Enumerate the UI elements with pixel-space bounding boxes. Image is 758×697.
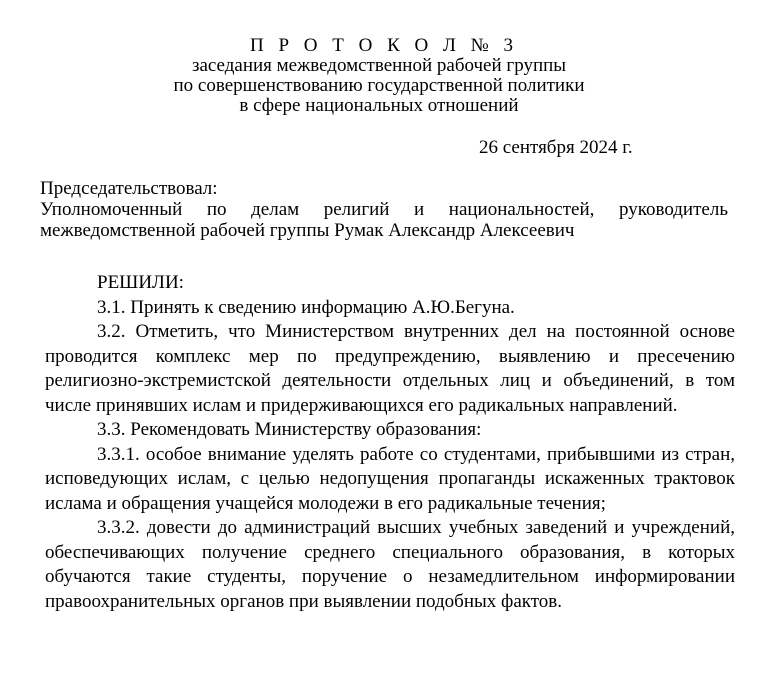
decision-item-3-3-1: 3.3.1. особое внимание уделять работе со студентами, прибывшими из стран, исповедующих ислам, с целью недопущения пропаганды искаженных трактовок ислама и обращения учащейся молодежи в его радикальные течения;	[45, 443, 735, 514]
protocol-heading: П Р О Т О К О Л № 3	[250, 35, 518, 56]
decision-item-3-3-2: 3.3.2. довести до администраций высших учебных заведений и учреждений, обеспечивающих получение среднего специального образования, в которых обучаются такие студенты, поручение о незамедлительном информировании правоохранительных органов при выявлении подобных фактов.	[45, 517, 735, 612]
protocol-subtitle-line-3: в сфере национальных отношений	[239, 95, 519, 116]
chair-label: Председательствовал:	[40, 178, 218, 199]
chair-line-1: Уполномоченный по делам религий и национальностей, руководитель	[40, 199, 728, 220]
chairperson-block	[40, 178, 728, 241]
protocol-subtitle-line-2: по совершенствованию государственной политики	[173, 75, 585, 96]
protocol-subtitle-line-1: заседания межведомственной рабочей группы	[191, 55, 567, 76]
decision-item-3-2: 3.2. Отметить, что Министерством внутренних дел на постоянной основе проводится комплекс мер по предупреждению, выявлению и пресечению религиозно-экстремистской деятельности отдельных лиц и объединений, в том числе принявших ислам и придерживающихся его радикальных направлений.	[45, 321, 735, 416]
decision-item-3-1: 3.1. Принять к сведению информацию А.Ю.Бегуна.	[97, 296, 515, 318]
protocol-title-block	[0, 36, 758, 116]
protocol-date: 26 сентября 2024 г.	[479, 137, 633, 158]
decision-item-3-3: 3.3. Рекомендовать Министерству образования:	[97, 419, 482, 440]
chair-line-2: межведомственной рабочей группы Румак Александр Алексеевич	[40, 220, 575, 241]
decisions-section	[45, 271, 735, 614]
decisions-heading: РЕШИЛИ:	[97, 272, 184, 293]
